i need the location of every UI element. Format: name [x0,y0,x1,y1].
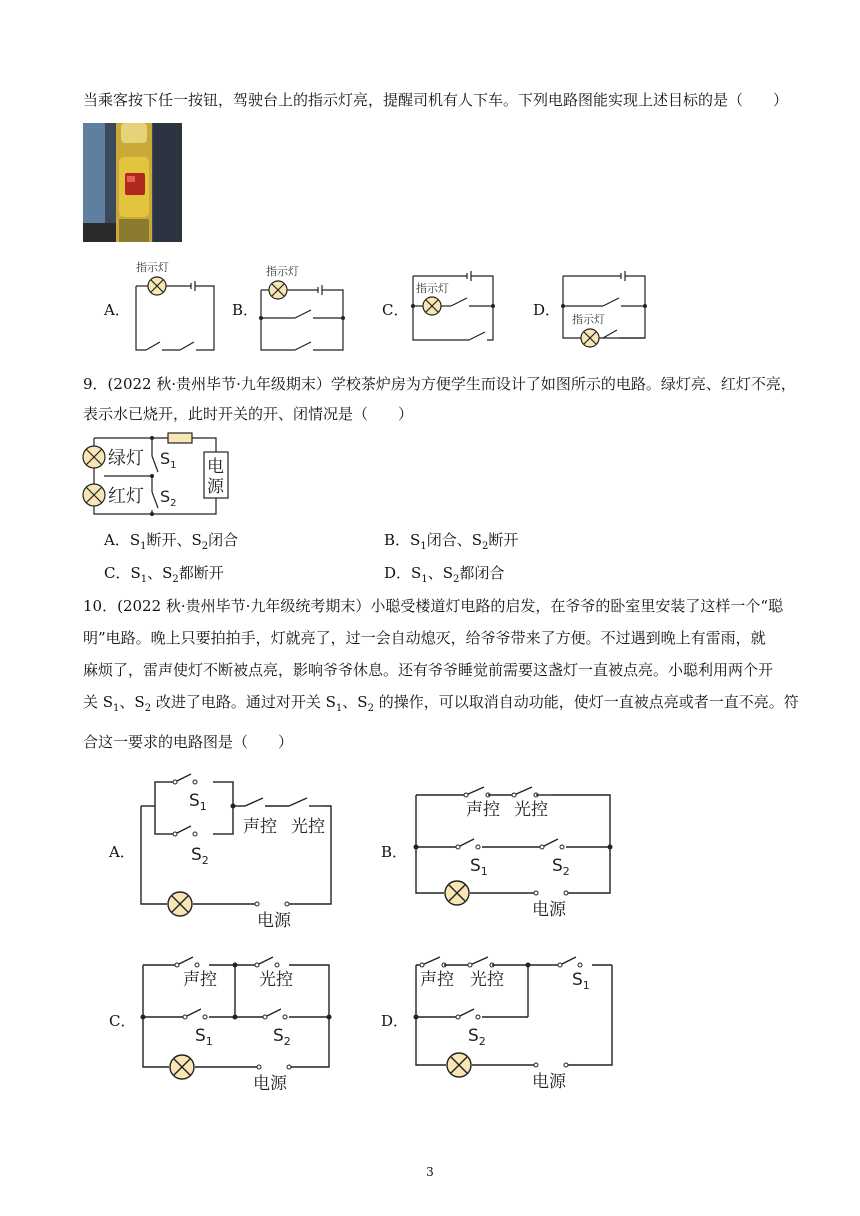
q9-stem-line2: 表示水已烧开，此时开关的开、闭情况是（ ） [83,405,414,423]
q8-b-lamp-label: 指示灯 [266,265,299,278]
q8-a-lamp-label: 指示灯 [136,261,169,274]
q9-option-a[interactable]: A．$S_1$断开、$S_2$闭合 [104,531,239,552]
q10-a-s1-label: $S_1$ [189,791,207,813]
q9-green-lamp-label: 绿灯 [108,448,144,469]
q10-option-a-label[interactable]: A． [109,843,135,861]
q8-circuit-b [255,258,350,358]
q10-b-light-label: 光控 [514,800,548,820]
page-number: 3 [426,1165,434,1179]
q10-stem-line2: 明”电路。晚上只要拍拍手，灯就亮了，过一会自动熄灭，给爷爷带来了方便。不过遇到晚上有雷雨，就 [83,629,766,647]
q10-a-source-label: 电源 [257,911,291,930]
q10-option-d-label[interactable]: D． [381,1012,409,1030]
q8-circuit-c [405,262,500,347]
q9-option-d[interactable]: D．$S_1$、$S_2$都闭合 [384,564,505,585]
q10-c-s1-label: $S_1$ [195,1026,213,1048]
bus-stop-button-photo [83,123,182,242]
q9-option-b[interactable]: B．$S_1$闭合、$S_2$断开 [384,531,519,552]
q10-b-s2-label: $S_2$ [552,856,570,878]
q10-option-b-label[interactable]: B． [381,843,408,861]
q10-d-source-label: 电源 [532,1072,566,1090]
q10-d-s1-label: $S_1$ [572,970,590,992]
q9-option-c[interactable]: C．$S_1$、$S_2$都断开 [104,564,224,585]
q10-d-sound-label: 声控 [420,970,454,990]
q8-option-d-label[interactable]: D． [533,301,561,319]
q10-option-c-label[interactable]: C． [109,1012,136,1030]
q10-a-light-label: 光控 [291,817,325,837]
q10-c-s2-label: $S_2$ [273,1026,291,1048]
q10-b-sound-label: 声控 [466,800,500,820]
q8-stem: 当乘客按下任一按钮，驾驶台上的指示灯亮，提醒司机有人下车。下列电路图能实现上述目标的是（ ） [83,91,789,109]
q9-source-label-2: 源 [207,477,224,497]
q10-stem-line5: 合这一要求的电路图是（ ） [83,733,294,751]
q8-circuit-d [557,262,652,352]
q8-circuit-a [128,258,223,358]
q10-stem-line4: 关 $S_1$、$S_2$ 改进了电路。通过对开关 $S_1$、$S_2$ 的操作，可以取消自动功能，使灯一直被点亮或者一直不亮。符 [83,693,799,714]
q10-b-s1-label: $S_1$ [470,856,488,878]
q9-red-lamp-label: 红灯 [108,486,144,507]
q10-a-sound-label: 声控 [243,817,277,837]
q10-d-light-label: 光控 [470,970,504,990]
q9-source-label-1: 电 [207,457,224,477]
q10-circuit-d [408,945,618,1090]
q8-option-b-label[interactable]: B． [232,301,259,319]
q9-stem-line1: 9．(2022 秋·贵州毕节·九年级期末）学校茶炉房为方便学生而设计了如图所示的电路。绿灯亮、红灯不亮， [83,375,796,393]
q10-a-s2-label: $S_2$ [191,845,209,867]
q9-circuit [80,430,230,518]
q10-circuit-b [408,775,618,920]
q8-option-a-label[interactable]: A． [104,301,130,319]
q9-s2-label: $S_2$ [160,487,177,509]
q10-b-source-label: 电源 [532,900,566,920]
q10-c-sound-label: 声控 [183,970,217,990]
q10-c-source-label: 电源 [253,1074,287,1090]
q10-circuit-a [135,770,345,930]
q10-stem-line3: 麻烦了，雷声使灯不断被点亮，影响爷爷休息。还有爷爷睡觉前需要这盏灯一直被点亮。小聪利用两个开 [83,661,774,679]
q8-option-c-label[interactable]: C． [382,301,409,319]
q10-circuit-c [135,945,345,1090]
q8-d-lamp-label: 指示灯 [572,313,605,326]
q8-c-lamp-label: 指示灯 [416,282,449,295]
q10-stem-line1: 10．(2022 秋·贵州毕节·九年级统考期末）小聪受楼道灯电路的启发，在爷爷的卧室里安装了这样一个“聪 [83,597,784,615]
q10-d-s2-label: $S_2$ [468,1026,486,1048]
q10-c-light-label: 光控 [259,970,293,990]
q9-s1-label: $S_1$ [160,449,177,471]
